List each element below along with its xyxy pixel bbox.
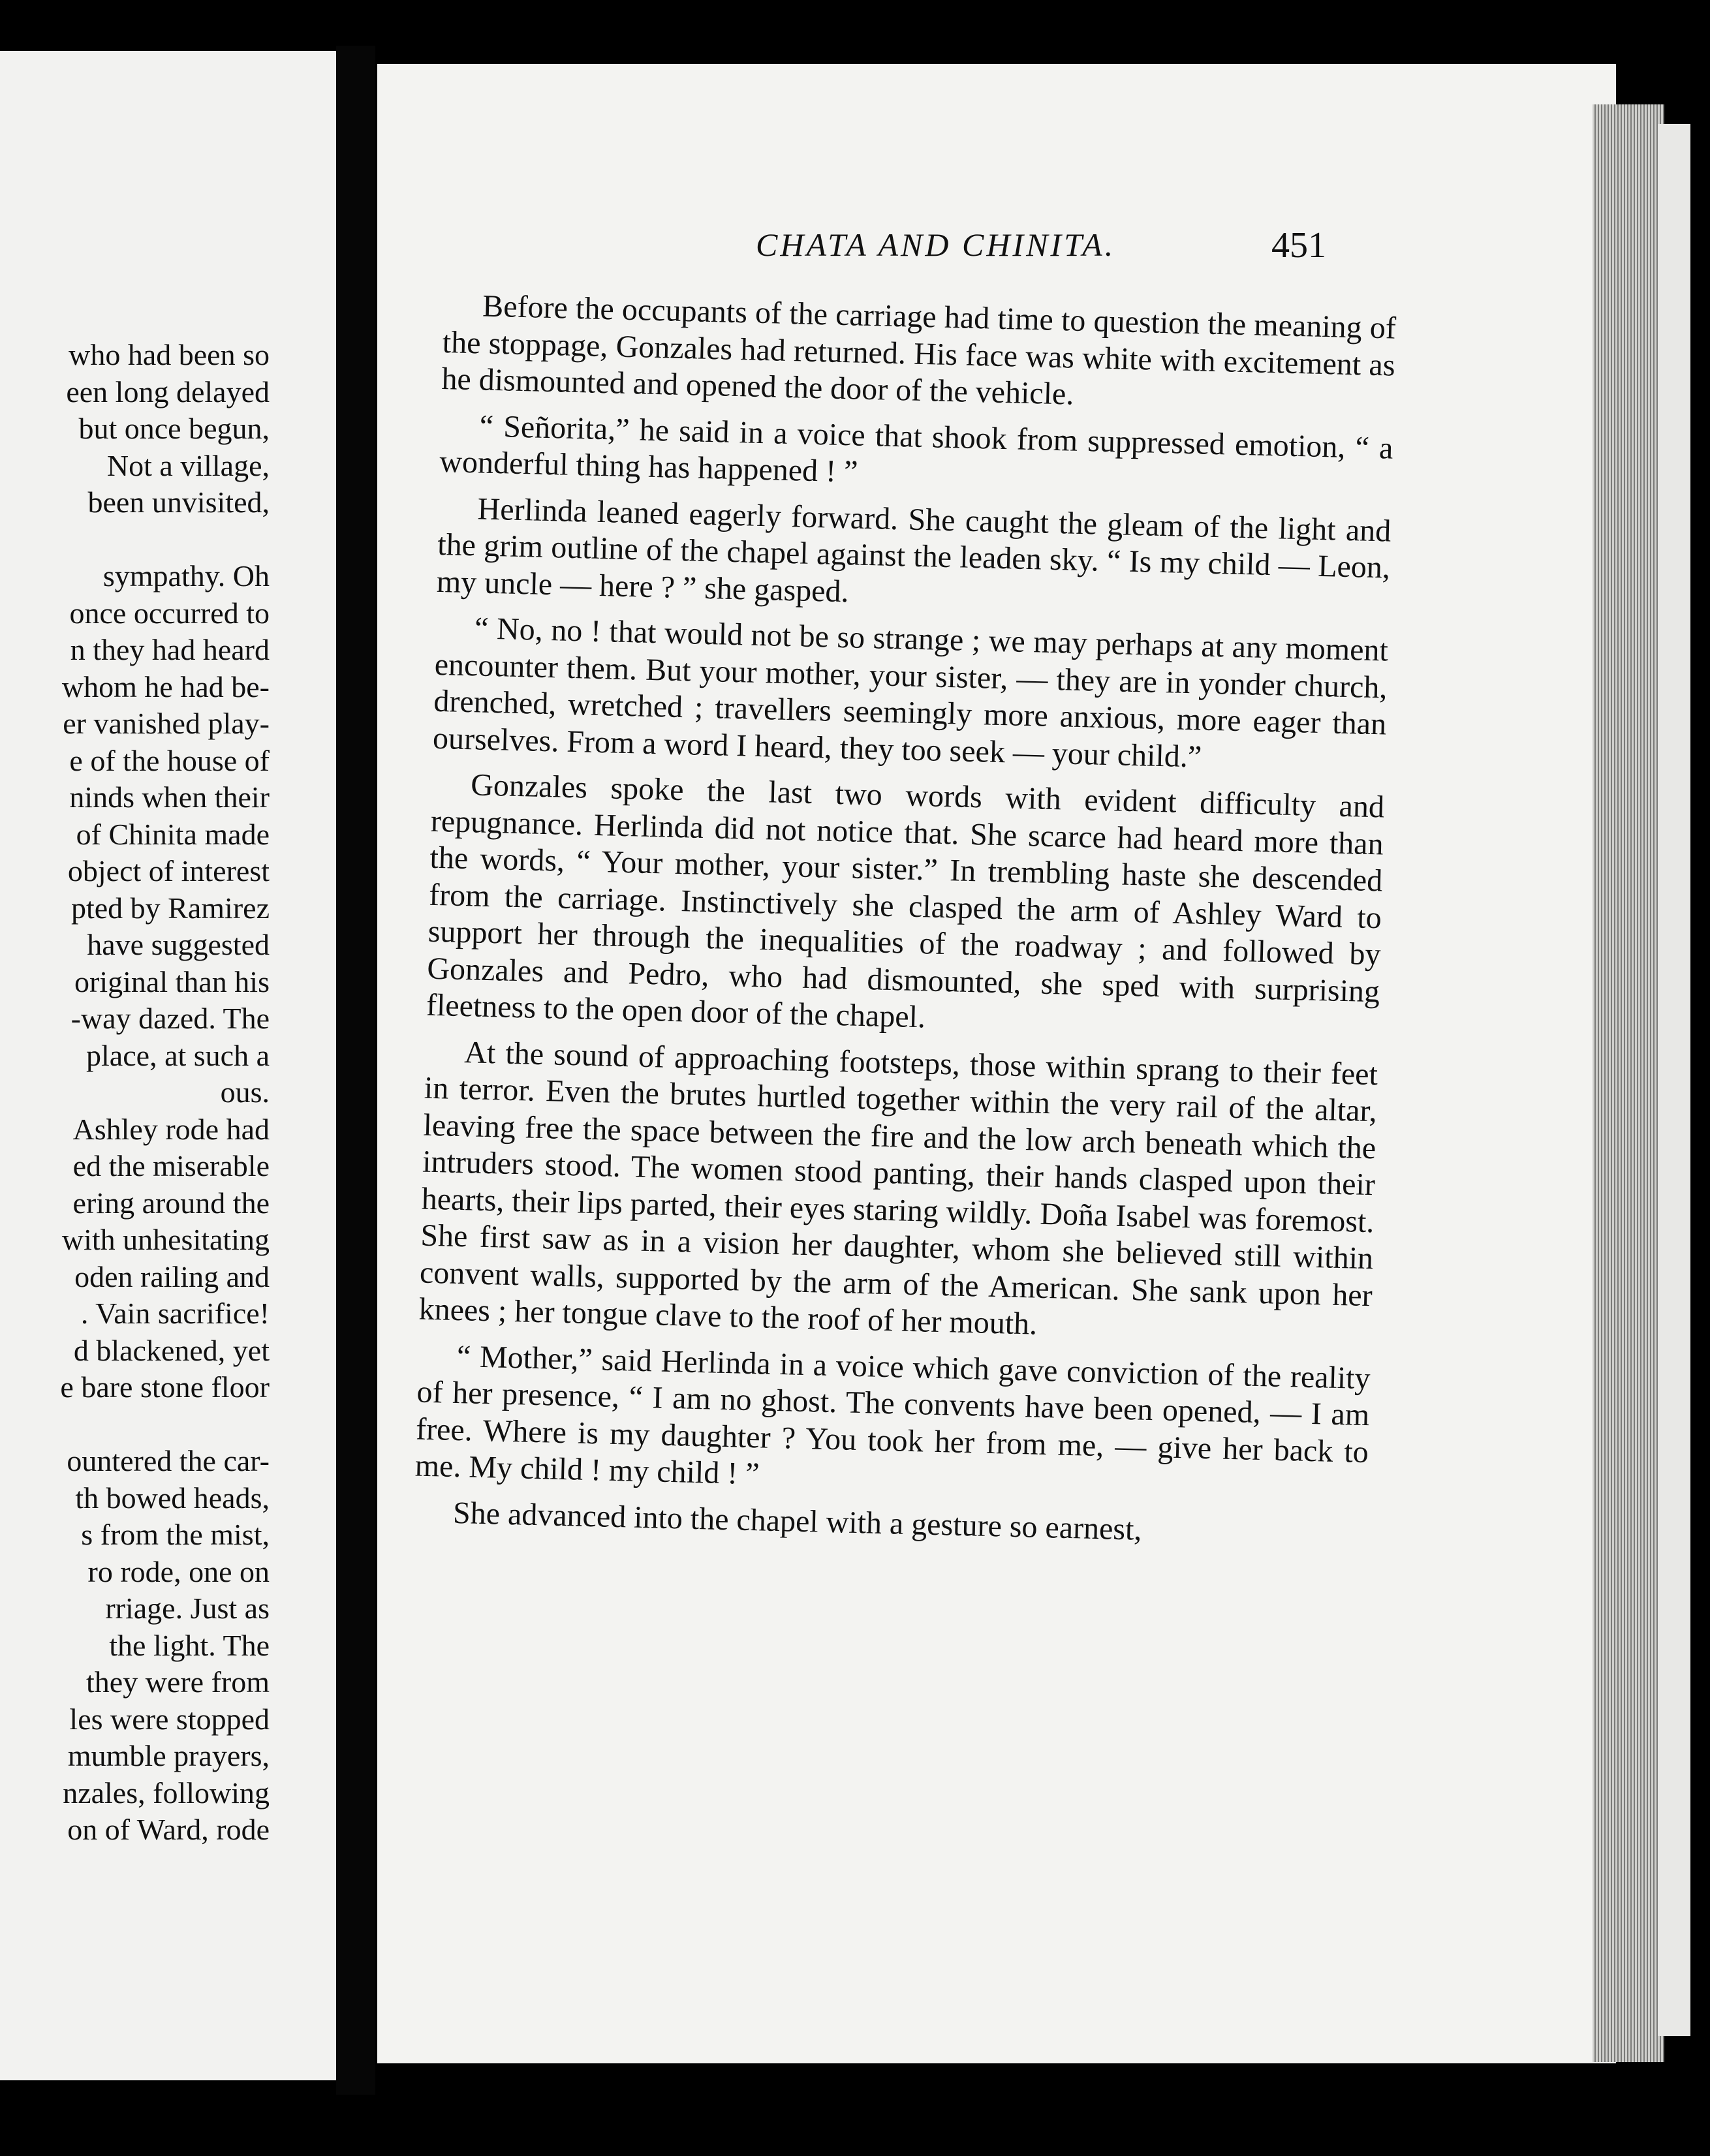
- left-page-line: ountered the car-: [67, 1444, 270, 1477]
- left-page-line: Not a village,: [106, 448, 270, 482]
- left-page-line: een long delayed: [66, 375, 270, 408]
- running-title: CHATA AND CHINITA.: [756, 226, 1116, 263]
- left-page-line: . Vain sacrifice!: [80, 1297, 270, 1330]
- left-page-line: they were from: [86, 1665, 270, 1699]
- paragraph: “ Mother,” said Herlinda in a voice which gave conviction of the reality of her presence, “ I am no ghost. The convents have been opened, — I am free. Where is my daughter ? You took her from me, — give her back to me. My child ! my child ! ”: [414, 1338, 1371, 1492]
- left-page-line: original than his: [74, 964, 270, 998]
- left-page-line: s from the mist,: [81, 1518, 270, 1551]
- left-page-line: mumble prayers,: [67, 1739, 270, 1772]
- left-page-line: ro rode, one on: [87, 1554, 270, 1588]
- left-page-line: oden railing and: [74, 1259, 270, 1293]
- paragraph: Before the occupants of the carriage had time to question the meaning of the stoppage, Gonzales had returned. His face was white with excitement as he dismounted and opened the door of the vehicle.: [441, 288, 1397, 412]
- left-page-line: les were stopped: [69, 1702, 270, 1736]
- paragraph: Herlinda leaned eagerly forward. She caught the gleam of the light and the grim outline of the chapel against the leaden sky. “ Is my child — Leon, my uncle — here ? ” she gasped.: [436, 491, 1391, 609]
- left-page-line: Ashley rode had: [72, 1112, 270, 1146]
- page-header: [377, 222, 1395, 274]
- left-page-line: object of interest: [67, 854, 270, 887]
- left-page-line: rriage. Just as: [105, 1592, 270, 1625]
- page-number: 451: [1271, 225, 1326, 266]
- left-page-line: e bare stone floor: [60, 1370, 270, 1404]
- left-page-line: place, at such a: [86, 1038, 270, 1072]
- left-page-line: [0, 1406, 270, 1443]
- left-page-line: the light. The: [109, 1628, 270, 1662]
- left-page-line: once occurred to: [69, 596, 270, 630]
- paragraph: She advanced into the chapel with a gesture so earnest,: [452, 1495, 1143, 1547]
- paragraph: Gonzales spoke the last two words with evident difficulty and repugnance. Herlinda did not notice that. She scarce had heard more than the words, “ Your mother, your sister.” In trembling haste she descended from the carriage. Instinctively she clasped the arm of Ashley Ward to support her through the inequalities of the roadway ; and followed by Gonzales and Pedro, who had dismounted, she sped with surprising fleetness to the open door of the chapel.: [426, 767, 1385, 1035]
- left-page-line: but once begun,: [78, 412, 270, 445]
- left-page-line: been unvisited,: [87, 485, 270, 519]
- left-page-line: [0, 521, 270, 559]
- left-page-line: who had been so: [69, 338, 270, 371]
- left-page: [0, 51, 336, 2080]
- page-edges: [1593, 104, 1664, 2062]
- body-text: [413, 287, 1396, 1563]
- left-page-line: ninds when their: [69, 780, 270, 814]
- left-page-line: th bowed heads,: [75, 1481, 270, 1515]
- left-page-line: of Chinita made: [76, 817, 270, 851]
- book-gutter: [336, 46, 375, 2095]
- left-page-line: d blackened, yet: [73, 1333, 270, 1367]
- left-page-line: whom he had be-: [61, 670, 270, 703]
- left-page-line: on of Ward, rode: [67, 1813, 270, 1846]
- left-page-line: have suggested: [87, 928, 270, 961]
- left-page-line: nzales, following: [63, 1776, 270, 1810]
- left-page-line: -way dazed. The: [70, 1002, 270, 1035]
- left-page-line: er vanished play-: [63, 707, 270, 740]
- left-page-line: ering around the: [72, 1186, 270, 1220]
- left-page-line: ous.: [220, 1075, 270, 1109]
- left-page-line: with unhesitating: [61, 1223, 270, 1256]
- left-page-text: [0, 337, 270, 1849]
- left-page-line: ed the miserable: [72, 1149, 270, 1182]
- left-page-line: sympathy. Oh: [102, 559, 270, 593]
- left-page-line: pted by Ramirez: [70, 891, 270, 925]
- paragraph: At the sound of approaching footsteps, those within sprang to their feet in terror. Even the brutes hurtled together within the very rail of the altar, leaving free the space between the fire and the low arch beneath which the intruders stood. The women stood panting, their hands clasped upon their hearts, their lips parted, their eyes staring wildly. Doña Isabel was foremost. She first saw as in a vision her daughter, whom she believed still within convent walls, supported by the arm of the American. She sank upon her knees ; her tongue clave to the roof of her mouth.: [418, 1034, 1378, 1342]
- paragraph: “ No, no ! that would not be so strange ; we may perhaps at any moment encounter them. But your mother, your sister, — they are in yonder church, drenched, wretched ; travellers seemingly more anxious, more eager than ourselves. From a word I heard, they too seek — your child.”: [432, 611, 1389, 775]
- page-edge-strip: [1658, 124, 1690, 2036]
- left-page-line: e of the house of: [69, 743, 270, 777]
- left-page-line: n they had heard: [70, 633, 270, 666]
- paragraph: “ Señorita,” he said in a voice that shook from suppressed emotion, “ a wonderful thing has happened ! ”: [439, 408, 1394, 489]
